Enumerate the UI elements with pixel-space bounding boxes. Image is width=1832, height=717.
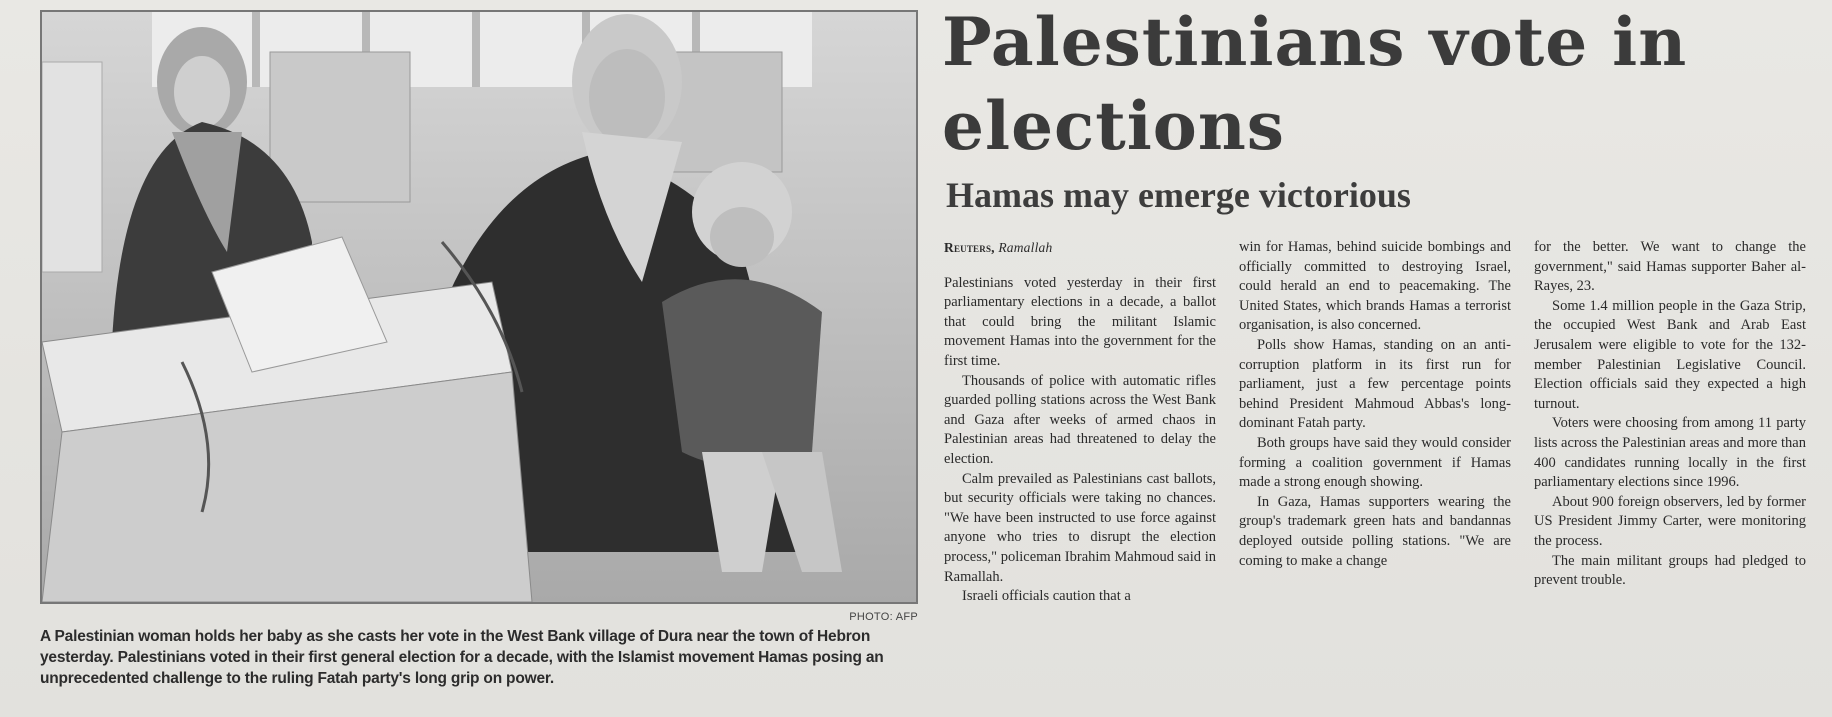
paragraph: Some 1.4 million people in the Gaza Strip, the occupied West Bank and Arab East Jerusalem were eligible to vote for the 132-member Palestinian Legislative Council. Election officials said they expected a high turnout. xyxy=(1534,297,1806,412)
paragraph: About 900 foreign observers, led by former US President Jimmy Carter, were monitoring the process. xyxy=(1534,493,1806,549)
photo-illustration xyxy=(42,12,916,602)
paragraph: win for Hamas, behind suicide bombings and officially committed to destroying Israel, could herald an end to peacemaking. The United States, which brands Hamas a terrorist organisation, is also concerned. xyxy=(1239,239,1511,334)
paragraph: for the better. We want to change the government," said Hamas supporter Baher al-Rayes, 23. xyxy=(1534,239,1806,295)
paragraph: The main militant groups had pledged to prevent trouble. xyxy=(1534,552,1806,589)
paragraph: Voters were choosing from among 11 party lists across the Palestinian areas and more than 400 candidates running locally in the first parliamentary elections since 1996. xyxy=(1534,415,1806,491)
article-column-2 xyxy=(1239,238,1511,571)
paragraph: Thousands of police with automatic rifles guarded polling stations across the West Bank and Gaza after weeks of armed chaos in Palestinian areas had threatened to delay the election. xyxy=(944,372,1216,467)
subheadline: Hamas may emerge victorious xyxy=(946,175,1411,215)
article-column-1 xyxy=(944,238,1216,607)
paragraph: Both groups have said they would consider forming a coalition government if Hamas made a strong enough showing. xyxy=(1239,434,1511,491)
paragraph: In Gaza, Hamas supporters wearing the group's trademark green hats and bandannas deployed outside polling stations. "We are coming to make a change xyxy=(1239,493,1511,569)
paragraph: Israeli officials caution that a xyxy=(962,588,1131,605)
photo-credit: PHOTO: AFP xyxy=(849,611,918,623)
paragraph: Polls show Hamas, standing on an anti-corruption platform in its first run for parliament, just a few percentage points behind President Mahmoud Abbas's long-dominant Fatah party. xyxy=(1239,336,1511,432)
byline xyxy=(944,238,1216,258)
byline-agency: Reuters, xyxy=(944,240,995,255)
headline: Palestinians vote in elections xyxy=(942,3,1688,165)
article-column-3 xyxy=(1534,238,1806,591)
paragraph: Palestinians voted yesterday in their first parliamentary elections in a decade, a ballot that could bring the militant Islamic movement Hamas into the government for the first time. xyxy=(944,274,1216,369)
byline-place: Ramallah xyxy=(998,240,1053,255)
paragraph: Calm prevailed as Palestinians cast ballots, but security officials were taking no chances. "We have been instructed to use force against anyone who tries to disrupt the election process," policeman Ibrahim Mahmoud said in Ramallah. xyxy=(944,470,1216,585)
news-photo xyxy=(40,10,918,604)
photo-caption: A Palestinian woman holds her baby as she casts her vote in the West Bank village of Dura near the town of Hebron yesterday. Palestinians voted in their first general election for a decade, with the Islamist movement Hamas posing an unprecedented challenge to the ruling Fatah party's long grip on power. xyxy=(40,628,884,687)
